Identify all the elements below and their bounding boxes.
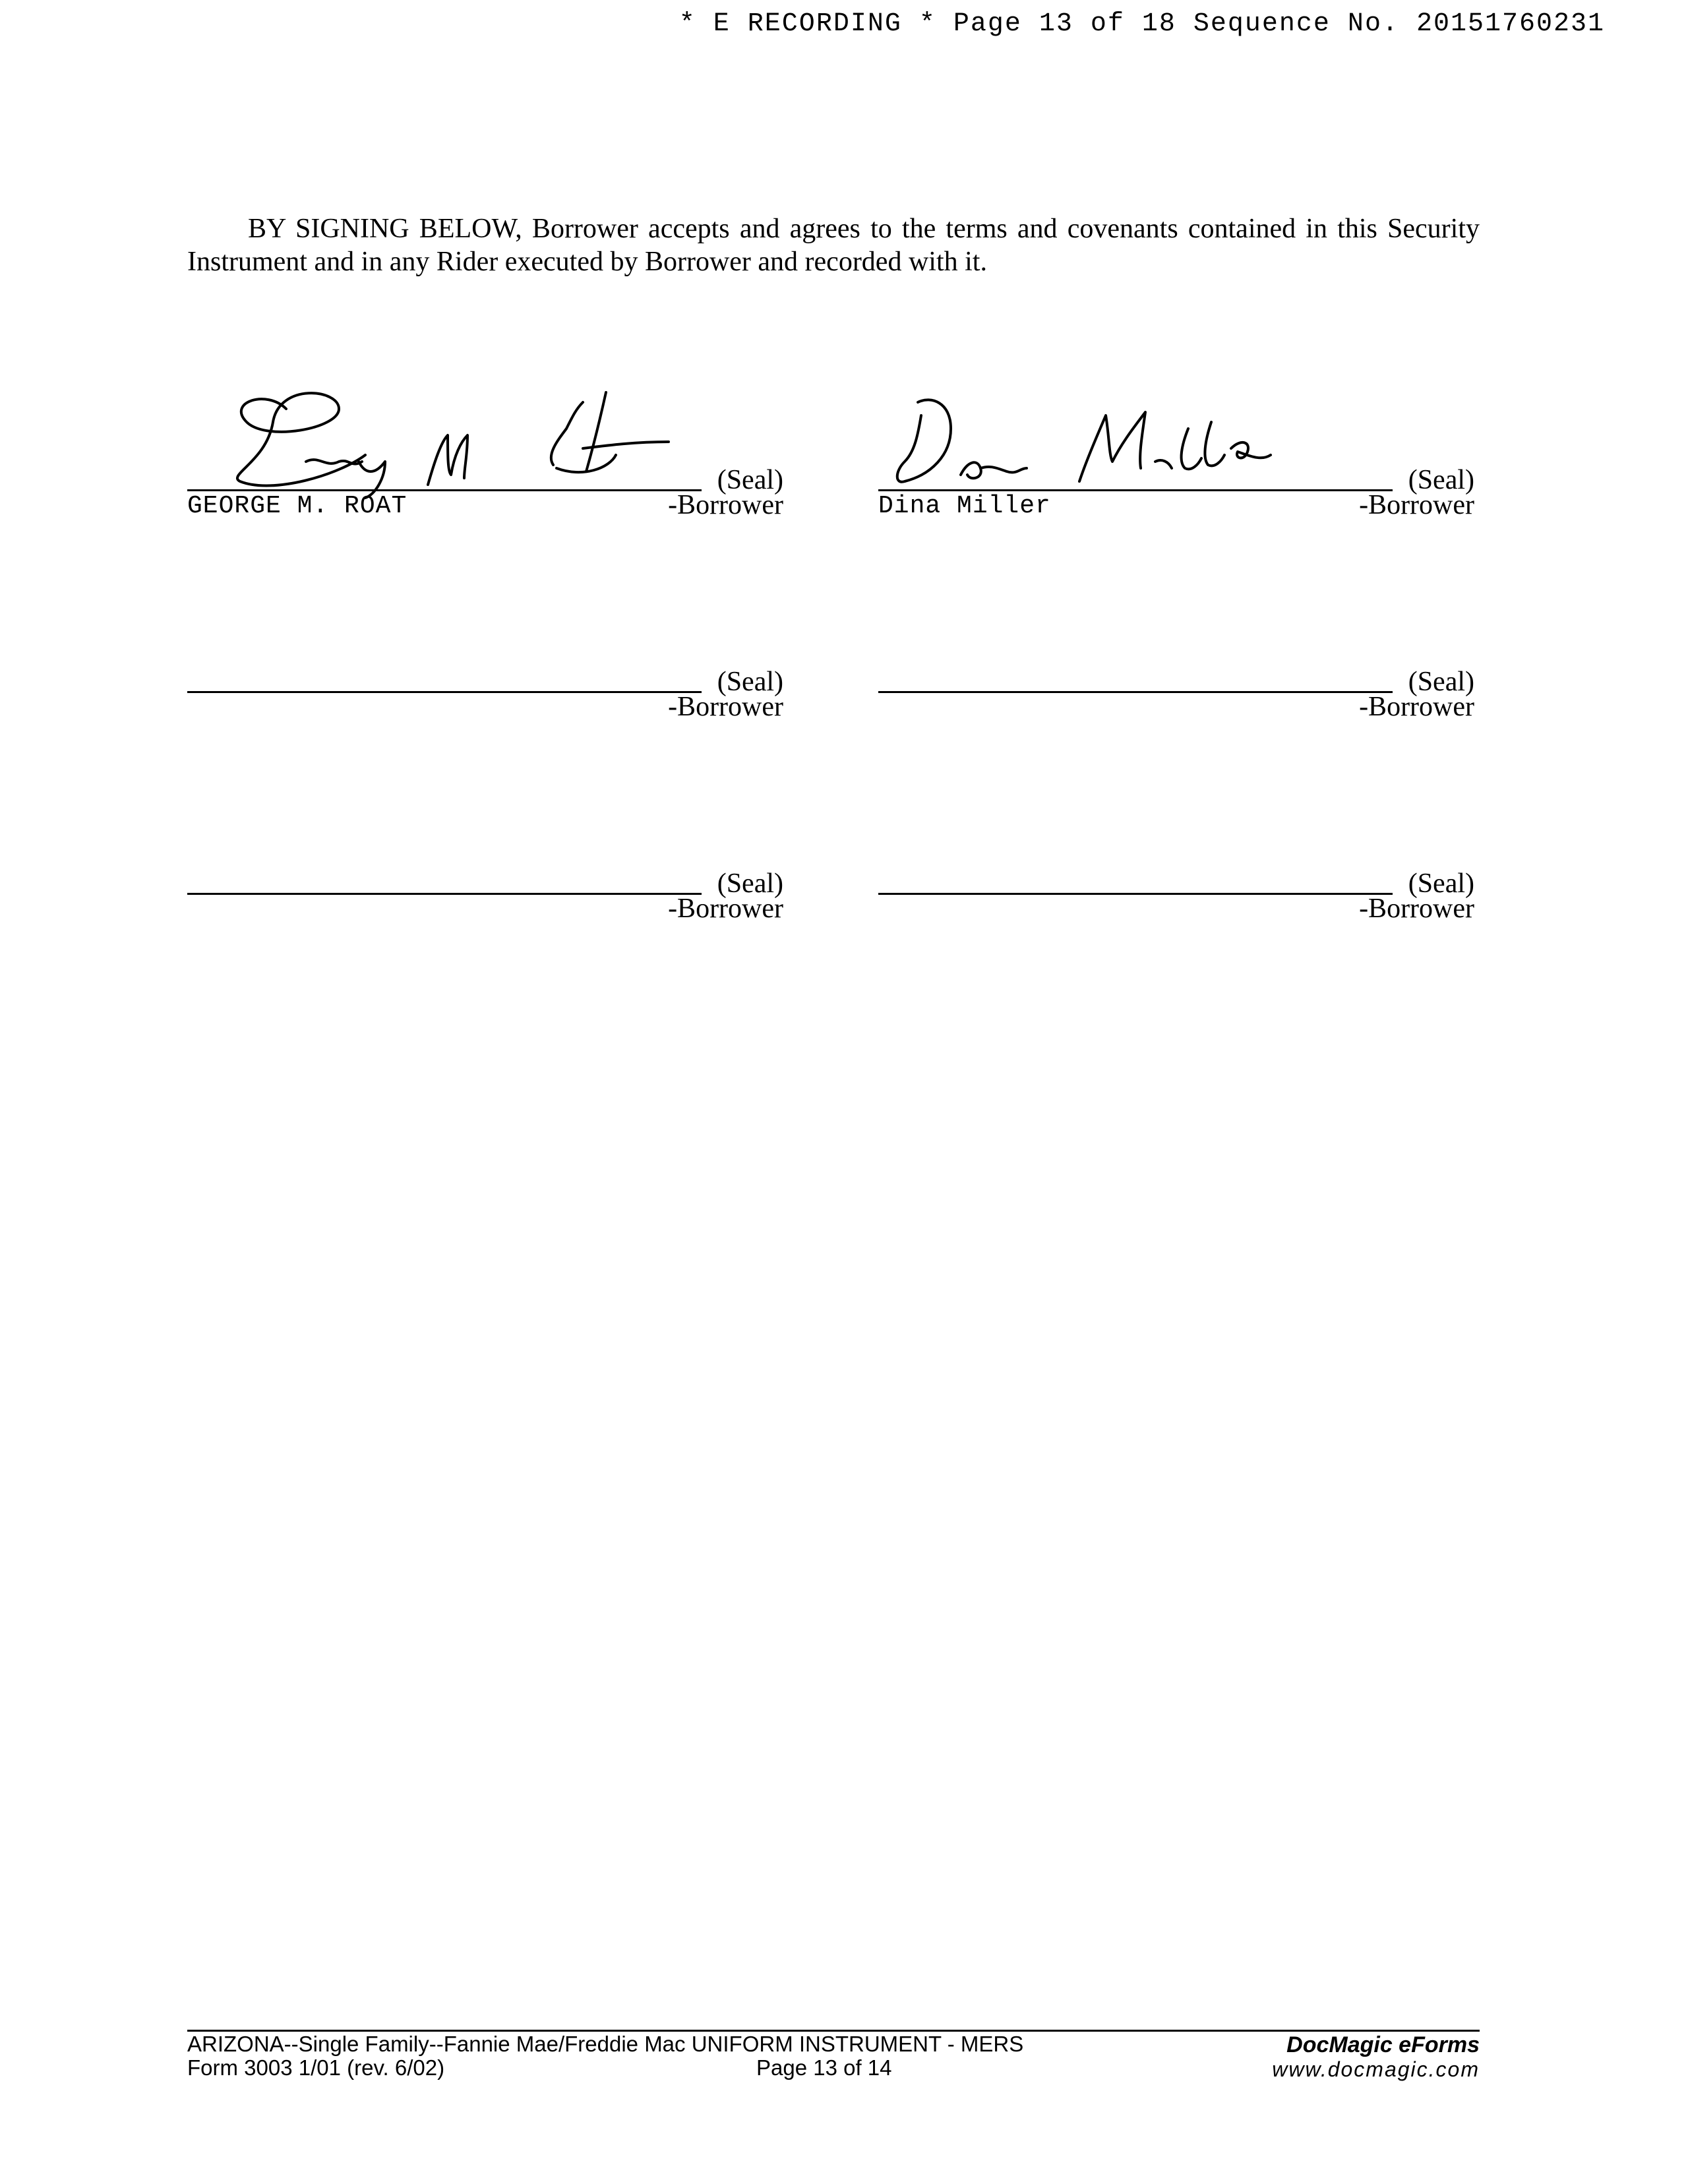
- borrower-role-label: -Borrower: [1359, 692, 1474, 722]
- signature-block-borrower-5: [187, 860, 783, 939]
- seal-label: (Seal): [717, 465, 783, 495]
- signing-statement: BY SIGNING BELOW, Borrower accepts and agrees to the terms and covenants contained in this Security Instrument and in any Rider executed by Borrower and recorded with it.: [187, 214, 1480, 277]
- signature-george-roat: [187, 363, 781, 508]
- signature-line: [878, 691, 1393, 693]
- signature-dina-miller: [878, 376, 1340, 495]
- footer-form-number: Form 3003 1/01 (rev. 6/02): [187, 2055, 445, 2080]
- footer-form-title: ARIZONA--Single Family--Fannie Mae/Freddie Mac UNIFORM INSTRUMENT - MERS: [187, 2032, 1024, 2056]
- signer-name: GEORGE M. ROAT: [187, 492, 407, 520]
- borrower-role-label: -Borrower: [668, 692, 783, 722]
- signature-block-borrower-1: [187, 456, 783, 535]
- borrower-role-label: -Borrower: [1359, 490, 1474, 520]
- seal-label: (Seal): [1408, 868, 1474, 899]
- footer-url: www.docmagic.com: [1272, 2057, 1480, 2081]
- signer-name: Dina Miller: [878, 492, 1051, 520]
- signature-block-borrower-2: [878, 456, 1474, 535]
- footer-page-number: Page 13 of 14: [756, 2055, 892, 2080]
- docmagic-logo: DocMagic eForms: [1286, 2032, 1480, 2057]
- recording-header: * E RECORDING * Page 13 of 18 Sequence No. 20151760231: [678, 9, 1605, 39]
- seal-label: (Seal): [717, 667, 783, 697]
- footer-form-info: [187, 2032, 1023, 2080]
- borrower-role-label: -Borrower: [1359, 894, 1474, 924]
- seal-label: (Seal): [717, 868, 783, 899]
- seal-label: (Seal): [1408, 667, 1474, 697]
- borrower-role-label: -Borrower: [668, 490, 783, 520]
- borrower-role-label: -Borrower: [668, 894, 783, 924]
- signature-line: [187, 893, 702, 895]
- signature-line: [187, 691, 702, 693]
- signature-block-borrower-3: [187, 658, 783, 737]
- signature-line: [878, 489, 1393, 491]
- signature-line: [187, 489, 702, 491]
- signature-line: [878, 893, 1393, 895]
- seal-label: (Seal): [1408, 465, 1474, 495]
- signature-block-borrower-4: [878, 658, 1474, 737]
- footer-brand: [1272, 2032, 1480, 2081]
- signature-block-borrower-6: [878, 860, 1474, 939]
